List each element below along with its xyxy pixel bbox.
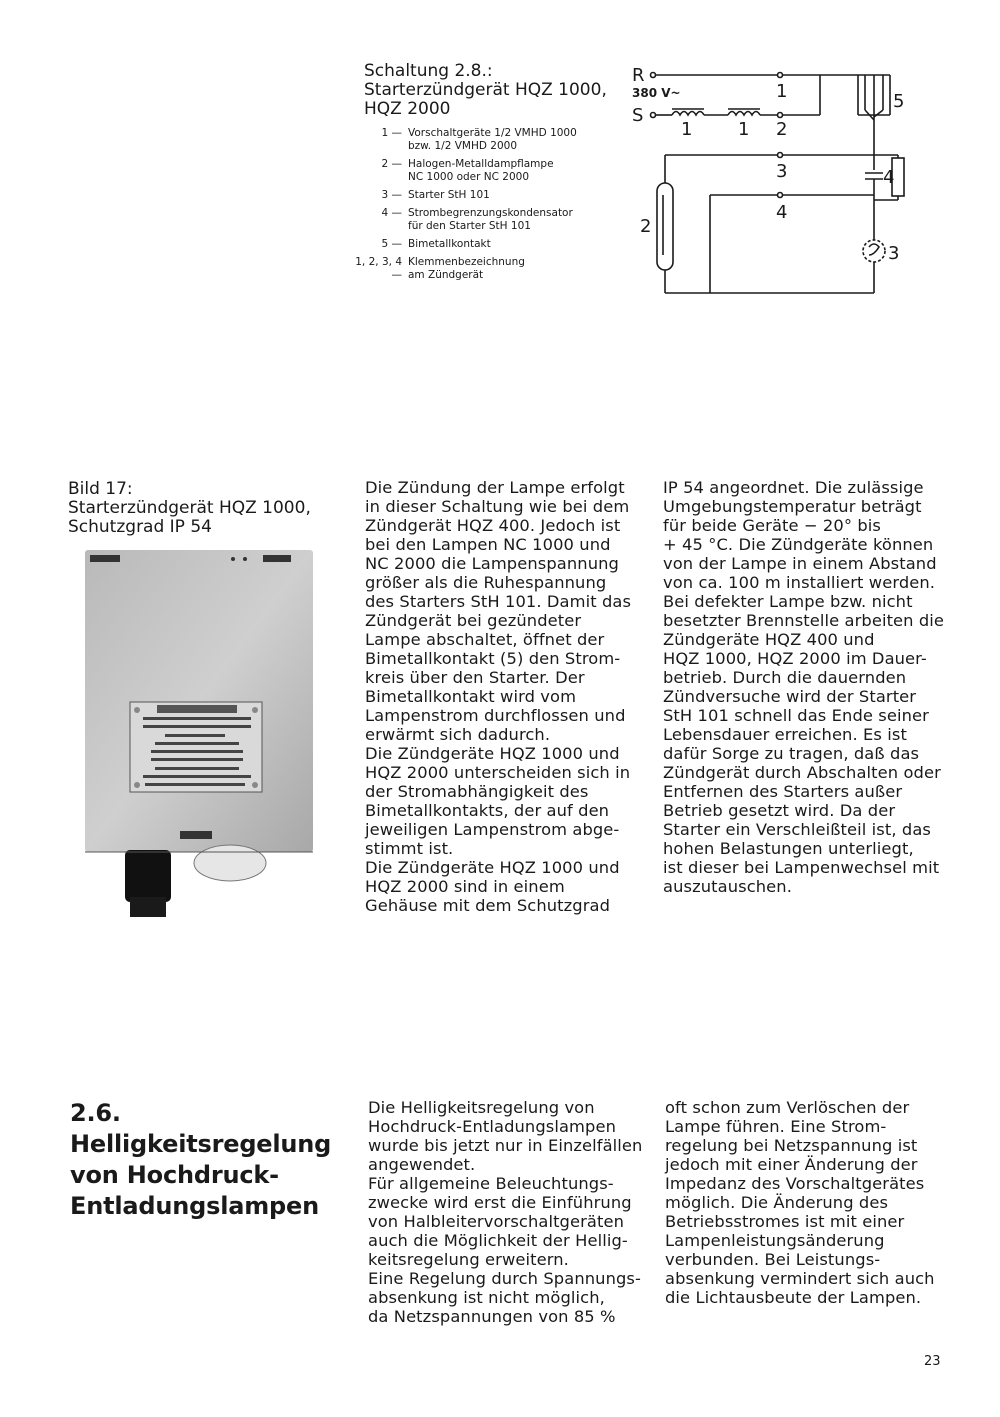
legend-item: 2 — Halogen-Metalldampflampe NC 1000 oder NC 2000 (381, 158, 554, 183)
section-heading: 2.6. Helligkeitsregelung von Hochdruck- Entladungslampen (70, 1099, 332, 1220)
diagram-choke-1a: 1 (681, 119, 693, 140)
diagram-starter-label: 3 (888, 243, 900, 264)
legend-item: 5 — Bimetallkontakt (381, 238, 491, 250)
text-column-2: IP 54 angeordnet. Die zulässige Umgebungstemperatur beträgt für beide Geräte − 20° bis + 45 °C. Die Zündgeräte können von der Lampe in einem Abstand von ca. 100 m installiert werden. Bei defekter Lampe bzw. nicht besetzter Brennstelle arbeiten die Zündgeräte HQZ 400 und HQZ 1000, HQZ 2000 im Dauer- betrieb. Durch die dauernden Zündversuche wird der Starter StH 101 schnell das Ende seiner Lebensdauer erreichen. Es ist dafür Sorge zu tragen, daß das Zündgerät durch Abschalten oder Entfernen des Starters außer Betrieb gesetzt wird. Da der Starter ein Verschleißteil ist, das hohen Belastungen unterliegt, ist dieser bei Lampenwechsel mit auszutauschen. (663, 478, 945, 896)
diagram-terminal-1: 1 (776, 81, 788, 102)
legend-item: 1 — Vorschaltgeräte 1/2 VMHD 1000 bzw. 1/2 VMHD 2000 (381, 127, 577, 152)
diagram-bimetal-label: 5 (893, 91, 905, 112)
schaltung-title-line1: Schaltung 2.8.: (364, 61, 493, 81)
diagram-lamp-label: 2 (640, 216, 652, 237)
device-photo (85, 545, 315, 920)
text-column-1: Die Zündung der Lampe erfolgt in dieser Schaltung wie bei dem Zündgerät HQZ 400. Jedoch ist bei den Lampen NC 1000 und NC 2000 die Lampenspannung größer als die Ruhespannung des Starters StH 101. Damit das Zündgerät bei gezündeter Lampe abschaltet, öffnet der Bimetallkontakt (5) den Strom- kreis über den Starter. Der Bimetallkontakt wird vom Lampenstrom durchflossen und erwärmt sich dadurch. Die Zündgeräte HQZ 1000 und HQZ 2000 unterscheiden sich in der Stromabhängigkeit des Bimetallkontakts, der auf den jeweiligen Lampenstrom abge- stimmt ist. Die Zündgeräte HQZ 1000 und HQZ 2000 sind in einem Gehäuse mit dem Schutzgrad (365, 478, 632, 915)
diagram-label-voltage: 380 V~ (632, 86, 681, 100)
bild-caption-line2: Starterzündgerät HQZ 1000, (68, 498, 311, 518)
diagram-label-r: R (632, 65, 645, 86)
diagram-terminal-3: 3 (776, 161, 788, 182)
schaltung-legend (346, 127, 616, 287)
diagram-label-s: S (632, 105, 644, 126)
schaltung-title-line2: Starterzündgerät HQZ 1000, (364, 80, 607, 100)
diagram-capacitor-label: 4 (883, 167, 895, 188)
bild-caption-line3: Schutzgrad IP 54 (68, 517, 212, 537)
diagram-terminal-4: 4 (776, 202, 788, 223)
legend-item: 3 — Starter StH 101 (381, 189, 490, 201)
page-number: 23 (924, 1354, 941, 1369)
schaltung-title-line3: HQZ 2000 (364, 99, 451, 119)
diagram-choke-1b: 1 (738, 119, 750, 140)
diagram-terminal-2: 2 (776, 119, 788, 140)
section-column-1: Die Helligkeitsregelung von Hochdruck-Entladungslampen wurde bis jetzt nur in Einzelfällen angewendet. Für allgemeine Beleuchtungs- zwecke wird erst die Einführung von Halbleitervorschaltgeräten auch die Möglichkeit der Hellig- keitsregelung erweitern. Eine Regelung durch Spannungs- absenkung ist nicht möglich, da Netzspannungen von 85 % (368, 1098, 643, 1326)
circuit-diagram (620, 55, 920, 310)
legend-item: 4 — Strombegrenzungskondensator für den Starter StH 101 (381, 207, 573, 232)
bild-caption (68, 480, 338, 537)
schaltung-title (364, 62, 624, 119)
bild-caption-line1: Bild 17: (68, 479, 133, 499)
legend-item: 1, 2, 3, 4 — Klemmenbezeichnung am Zündgerät (355, 256, 525, 281)
section-column-2: oft schon zum Verlöschen der Lampe führen. Eine Strom- regelung bei Netzspannung ist jedoch mit einer Änderung der Impedanz des Vorschaltgerätes möglich. Die Änderung des Betriebsstromes ist mit einer Lampenleistungsänderung verbunden. Bei Leistungs- absenkung vermindert sich auch die Lichtausbeute der Lampen. (665, 1098, 935, 1307)
